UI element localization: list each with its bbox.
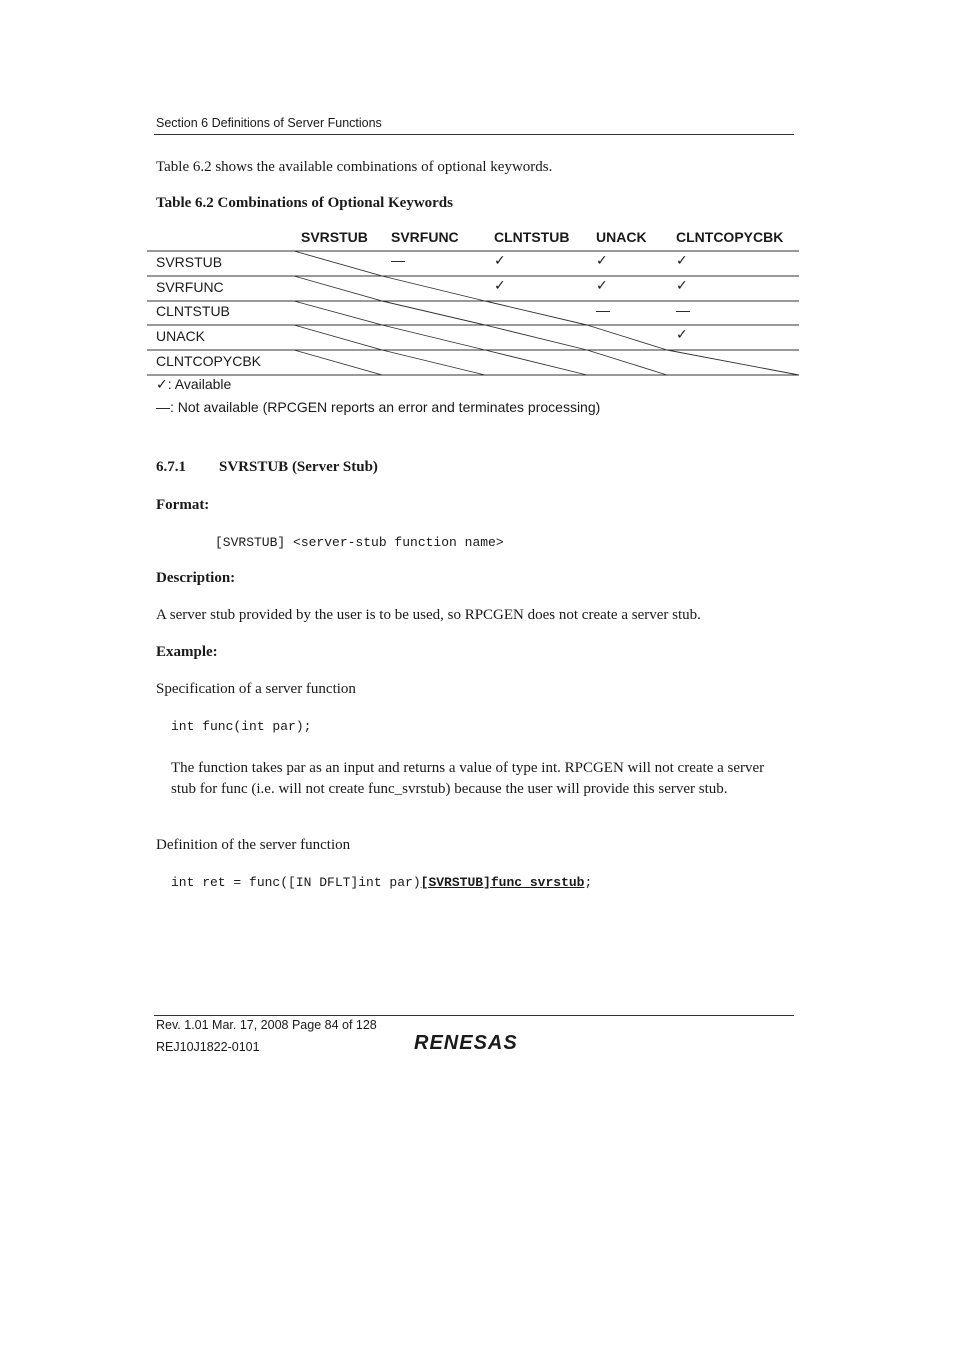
diagonal-mark xyxy=(294,301,382,325)
section-number: 6.7.1 xyxy=(156,459,186,475)
definition-intro: Definition of the server function xyxy=(156,837,351,853)
diagonal-mark xyxy=(294,276,382,301)
table-cell: ✓ xyxy=(596,277,608,293)
legend-not-available: —: Not available (RPCGEN reports an error and terminates processing) xyxy=(156,399,601,415)
table-cell: — xyxy=(676,302,690,318)
diagonal-mark xyxy=(294,251,382,276)
example-label: Example: xyxy=(156,644,218,660)
legend-available: ✓: Available xyxy=(156,376,232,392)
row-header-svrfunc: SVRFUNC xyxy=(156,279,224,295)
description-label: Description: xyxy=(156,570,236,586)
table-cell: ✓ xyxy=(494,252,506,268)
description-text: A server stub provided by the user is to be used, so RPCGEN does not create a server stub. xyxy=(156,607,701,623)
diagonal-mark xyxy=(587,350,667,375)
diagonal-mark xyxy=(485,350,587,375)
column-header-svrfunc: SVRFUNC xyxy=(391,229,459,245)
footer-rule xyxy=(154,1015,794,1016)
row-header-unack: UNACK xyxy=(156,328,206,344)
row-header-svrstub: SVRSTUB xyxy=(156,254,223,270)
table-caption: Table 6.2 Combinations of Optional Keywords xyxy=(156,195,453,211)
table-cell: — xyxy=(596,302,610,318)
example-explanation: The function takes par as an input and returns a value of type int. RPCGEN will not create a server stub for func (i.e. will not create func_svrstub) because the user will provide this server stub. xyxy=(171,760,765,797)
keyword-combination-table xyxy=(147,226,799,378)
intro-text: Table 6.2 shows the available combinations of optional keywords. xyxy=(156,159,553,175)
renesas-logo xyxy=(414,1031,534,1053)
table-cell: ✓ xyxy=(596,252,608,268)
footer-revision: Rev. 1.01 Mar. 17, 2008 Page 84 of 128 xyxy=(156,1018,377,1032)
table-cell: ✓ xyxy=(676,252,688,268)
format-code: [SVRSTUB] <server-stub function name> xyxy=(215,535,504,550)
diagonal-mark xyxy=(382,301,485,325)
column-header-clntcopycbk: CLNTCOPYCBK xyxy=(676,229,784,245)
diagonal-mark xyxy=(382,325,485,350)
column-header-svrstub: SVRSTUB xyxy=(301,229,368,245)
diagonal-mark xyxy=(294,350,382,375)
logo-text: RENESAS xyxy=(414,1032,518,1053)
table-cell: ✓ xyxy=(494,277,506,293)
diagonal-mark xyxy=(587,325,667,350)
code-keyword: [SVRSTUB] xyxy=(420,875,491,890)
code-declaration: int func(int par); xyxy=(171,719,312,734)
table-cell: — xyxy=(391,252,405,268)
header-rule xyxy=(154,134,794,135)
code-prefix: int ret = func([IN DFLT]int par) xyxy=(171,875,421,890)
footer-document-code: REJ10J1822-0101 xyxy=(156,1040,260,1054)
row-header-clntstub: CLNTSTUB xyxy=(156,303,230,319)
running-header: Section 6 Definitions of Server Functions xyxy=(156,116,382,130)
code-function-name: func_svrstub xyxy=(490,875,585,890)
diagonal-mark xyxy=(382,276,485,301)
column-header-clntstub: CLNTSTUB xyxy=(494,229,570,245)
diagonal-mark xyxy=(294,325,382,350)
format-label: Format: xyxy=(156,497,210,513)
diagonal-mark xyxy=(485,325,587,350)
spec-intro: Specification of a server function xyxy=(156,681,356,697)
code-suffix: ; xyxy=(584,875,593,890)
column-header-unack: UNACK xyxy=(596,229,647,245)
section-title: SVRSTUB (Server Stub) xyxy=(219,459,378,475)
table-cell: ✓ xyxy=(676,326,688,342)
diagonal-mark xyxy=(382,350,485,375)
code-definition xyxy=(171,875,592,890)
diagonal-mark xyxy=(667,350,799,375)
table-cell: ✓ xyxy=(676,277,688,293)
row-header-clntcopycbk: CLNTCOPYCBK xyxy=(156,353,262,369)
diagonal-mark xyxy=(485,301,587,325)
